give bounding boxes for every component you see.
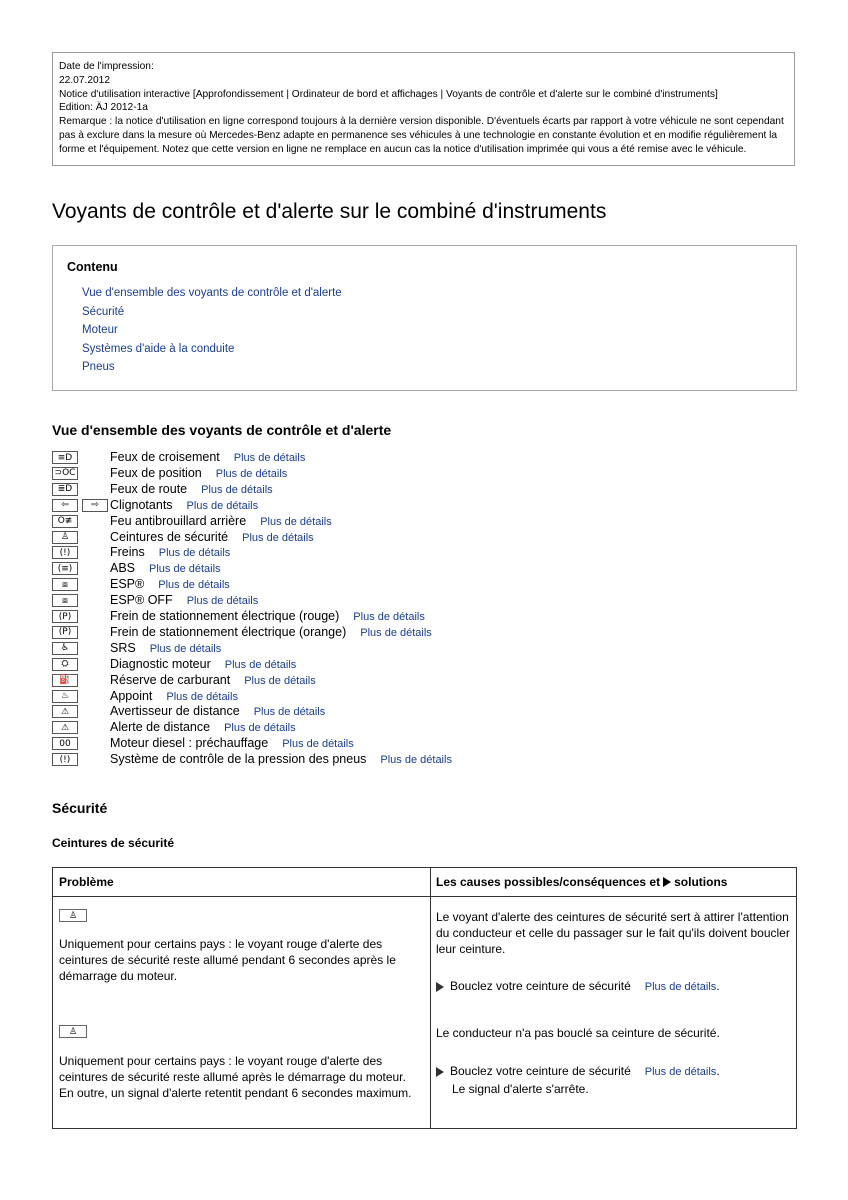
more-details-link[interactable]: Plus de détails — [244, 674, 316, 687]
warning-lamp-row — [52, 562, 652, 577]
warning-lamp-label — [110, 561, 221, 575]
warning-lamp-row — [52, 610, 652, 625]
warning-lamp-row — [52, 483, 652, 498]
row1-cause: Le voyant d'alerte des ceintures de sécurité sert à attirer l'attention du conducteur et celle du passager sur le fait qu'ils doivent boucler leur ceinture. — [436, 910, 790, 956]
row2-problem: Uniquement pour certains pays : le voyant rouge d'alerte des ceintures de sécurité reste allumé après le démarrage du moteur. En outre, un signal d'alerte retentit pendant 6 secondes maximum. — [59, 1054, 412, 1100]
warning-lamp-label — [110, 720, 296, 734]
warning-lamp-row — [52, 721, 652, 736]
warning-lamp-row — [52, 690, 652, 705]
document-path: Notice d'utilisation interactive [Approfondissement | Ordinateur de bord et affichages | Voyants de contrôle et d'alerte sur le combiné d'instruments] — [59, 88, 718, 100]
warning-lamp-name: Avertisseur de distance — [110, 704, 240, 719]
warning-lamp-row — [52, 546, 652, 561]
warning-lamp-row — [52, 674, 652, 689]
seat-belt-icon: ♙ — [59, 909, 87, 922]
distance-alert-icon: ⚠ — [52, 721, 78, 734]
engine-diagnosis-icon: ⛭ — [52, 658, 78, 671]
warning-lamp-name: Frein de stationnement électrique (orange) — [110, 624, 347, 639]
more-details-link[interactable]: Plus de détails — [242, 531, 314, 544]
warning-lamp-label — [110, 689, 238, 703]
warning-lamp-label — [110, 736, 354, 750]
warning-lamp-label — [110, 498, 258, 512]
rear-fog-lamp-icon: O≢ — [52, 515, 78, 528]
print-date-label: Date de l'impression: — [59, 61, 154, 72]
toc-link-tires[interactable]: Pneus — [82, 361, 115, 373]
warning-lamp-name: Système de contrôle de la pression des pneus — [110, 752, 367, 767]
warning-lamp-row — [52, 705, 652, 720]
low-beam-icon: ≡D — [52, 451, 78, 464]
warning-lamp-label — [110, 673, 316, 687]
distance-warning-icon: ⚠ — [52, 705, 78, 718]
warning-lamp-label — [110, 657, 296, 671]
row1-problem: Uniquement pour certains pays : le voyant rouge d'alerte des ceintures de sécurité reste allumé pendant 6 secondes après le démarrage du moteur. — [59, 937, 396, 983]
turn-signal-right-icon: ⇨ — [82, 499, 108, 512]
warning-lamp-label — [110, 577, 230, 591]
overview-heading: Vue d'ensemble des voyants de contrôle et d'alerte — [52, 422, 392, 438]
parking-brake-orange-icon: (P) — [52, 626, 78, 639]
more-details-link[interactable]: Plus de détails — [260, 515, 332, 528]
warning-lamp-label — [110, 530, 314, 544]
edition: Edition: ÄJ 2012-1a — [59, 102, 148, 114]
warning-lamp-label — [110, 704, 325, 718]
more-details-link[interactable]: Plus de détails — [224, 722, 296, 735]
warning-lamp-row — [52, 531, 652, 546]
warning-lamp-name: Feux de position — [110, 465, 202, 480]
fuel-reserve-icon: ⛽ — [52, 674, 78, 687]
more-details-link[interactable]: Plus de détails — [215, 467, 288, 480]
tire-pressure-icon: (!) — [52, 753, 78, 766]
warning-lamp-label — [110, 514, 332, 528]
brake-icon: (!) — [52, 546, 78, 559]
warning-lamp-label — [110, 593, 258, 607]
table-of-contents — [52, 245, 797, 391]
more-details-link[interactable]: Plus de détails — [186, 499, 259, 512]
arrow-icon — [663, 877, 671, 887]
safety-heading: Sécurité — [52, 800, 108, 816]
warning-lamp-name: Diagnostic moteur — [110, 656, 211, 671]
turn-signal-icon: ⇦ — [52, 499, 78, 512]
toc-heading: Contenu — [67, 260, 118, 274]
warning-lamp-row — [52, 467, 652, 482]
position-lamp-icon: ⊃OC — [52, 467, 78, 480]
more-details-link[interactable]: Plus de détails — [233, 452, 306, 464]
col-header-causes: Les causes possibles/conséquences et solutions — [436, 875, 728, 889]
warning-lamp-label — [110, 545, 230, 559]
warning-lamp-name: Feu antibrouillard arrière — [110, 513, 247, 528]
warning-lamp-row — [52, 737, 652, 752]
warning-lamp-name: ABS — [110, 561, 136, 576]
more-details-link[interactable]: Plus de détails — [644, 1066, 717, 1078]
warning-lamp-name: Appoint — [110, 688, 153, 703]
srs-icon: ♿ — [52, 642, 78, 655]
esp-icon: ⧈ — [52, 578, 78, 591]
warning-lamp-row — [52, 578, 652, 593]
warning-lamp-row — [52, 642, 652, 657]
abs-icon: (≡) — [52, 562, 78, 575]
warning-lamp-label — [110, 450, 305, 464]
warning-lamp-name: Clignotants — [110, 497, 173, 512]
more-details-link[interactable]: Plus de détails — [253, 706, 326, 719]
more-details-link[interactable]: Plus de détails — [224, 658, 297, 671]
arrow-icon — [436, 982, 444, 992]
warning-lamp-name: Feux de croisement — [110, 450, 220, 464]
more-details-link[interactable]: Plus de détails — [353, 611, 425, 623]
warning-lamp-label — [110, 466, 287, 480]
diesel-preheat-icon: 00 — [52, 737, 78, 750]
row2-note: Le signal d'alerte s'arrête. — [452, 1082, 589, 1096]
warning-lamp-name: Freins — [110, 545, 145, 560]
parking-brake-red-icon: (P) — [52, 610, 78, 623]
toc-link-overview[interactable]: Vue d'ensemble des voyants de contrôle et d'alerte — [82, 287, 342, 299]
seat-belt-icon: ♙ — [52, 531, 78, 544]
seat-belt-icon: ♙ — [59, 1025, 87, 1038]
warning-lamp-name: Moteur diesel : préchauffage — [110, 736, 269, 751]
warning-lamp-name: Frein de stationnement électrique (rouge) — [110, 609, 340, 623]
warning-lamp-row — [52, 451, 652, 466]
warning-lamp-name: ESP® OFF — [110, 593, 173, 608]
warning-lamp-row — [52, 594, 652, 609]
print-date-value: 22.07.2012 — [59, 74, 110, 86]
seat-belt-table — [52, 867, 797, 1129]
warning-lamp-name: Alerte de distance — [110, 720, 211, 735]
warning-lamp-name: Feux de route — [110, 481, 188, 496]
warning-lamp-row — [52, 499, 652, 514]
more-details-link[interactable]: Plus de détails — [158, 579, 230, 592]
toc-link-engine[interactable]: Moteur — [82, 324, 118, 336]
remark: Remarque : la notice d'utilisation en ligne correspond toujours à la dernière version disponible. D'éventuels écarts par rapport à votre véhicule ne sont cependant pas à exclure dans la mesure où Mercedes-Benz adapte en permanence ses véhicules à une technologie en constante évolution et en modifie régulièrement la forme et l'équipement. Notez que cette version en ligne ne remplace en aucun cas la notice d'utilisation imprimée qui vous a été remise avec le véhicule. — [59, 116, 784, 155]
more-details-link[interactable]: Plus de détails — [644, 981, 717, 993]
more-details-link[interactable]: Plus de détails — [201, 483, 273, 496]
warning-lamp-label — [110, 641, 221, 655]
more-details-link[interactable]: Plus de détails — [186, 595, 259, 608]
warning-lamp-row — [52, 658, 652, 673]
toc-link-driving-systems[interactable]: Systèmes d'aide à la conduite — [82, 343, 235, 355]
high-beam-icon: ≣D — [52, 483, 78, 496]
row2-action: Bouclez votre ceinture de sécurité Plus de détails. — [436, 1063, 791, 1080]
page-title: Voyants de contrôle et d'alerte sur le combiné d'instruments — [52, 200, 607, 223]
warning-lamp-name: Ceintures de sécurité — [110, 529, 229, 544]
more-details-link[interactable]: Plus de détails — [149, 642, 222, 655]
warning-lamp-label — [110, 752, 452, 766]
print-info-box — [52, 52, 795, 166]
more-details-link[interactable]: Plus de détails — [282, 738, 354, 751]
warning-lamp-row — [52, 515, 652, 530]
warning-lamp-label — [110, 482, 273, 496]
warning-lamp-row — [52, 753, 652, 768]
warning-lamp-row — [52, 626, 652, 641]
more-details-link[interactable]: Plus de détails — [166, 690, 238, 703]
esp-off-icon: ⧈ — [52, 594, 78, 607]
more-details-link[interactable]: Plus de détails — [158, 547, 231, 560]
toc-link-safety[interactable]: Sécurité — [82, 306, 125, 318]
row1-action: Bouclez votre ceinture de sécurité Plus de détails. — [436, 978, 791, 995]
warning-lamp-name: ESP® — [110, 577, 145, 592]
seat-belt-subheading: Ceintures de sécurité — [52, 836, 175, 850]
more-details-link[interactable]: Plus de détails — [149, 563, 221, 576]
warning-lamp-label — [110, 625, 432, 639]
more-details-link[interactable]: Plus de détails — [380, 754, 452, 767]
coolant-icon: ♨ — [52, 690, 78, 703]
warning-lamp-name: SRS — [110, 640, 136, 655]
warning-lamp-name: Réserve de carburant — [110, 672, 231, 687]
arrow-icon — [436, 1067, 444, 1077]
more-details-link[interactable]: Plus de détails — [360, 626, 432, 639]
row2-cause: Le conducteur n'a pas bouclé sa ceinture de sécurité. — [436, 1026, 720, 1040]
warning-lamp-label — [110, 609, 425, 623]
col-header-problem: Problème — [59, 875, 114, 889]
